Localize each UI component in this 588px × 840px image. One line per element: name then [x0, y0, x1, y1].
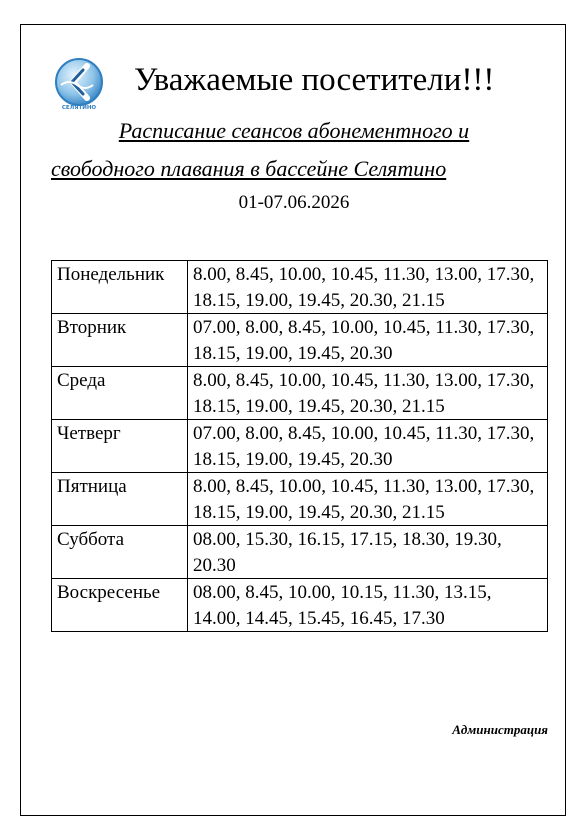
logo-text: СЕЛЯТИНО	[61, 105, 97, 111]
day-cell: Вторник	[52, 314, 188, 367]
signature: Администрация	[452, 722, 548, 737]
table-row	[52, 314, 548, 367]
day-cell: Пятница	[52, 473, 188, 526]
table-row	[52, 420, 548, 473]
table-row	[52, 579, 548, 632]
subtitle-line-1: Расписание сеансов абонементного и	[118, 118, 470, 143]
table-row	[52, 526, 548, 579]
date-range: 01-07.06.2026	[238, 192, 350, 213]
times-cell: 07.00, 8.00, 8.45, 10.00, 10.45, 11.30, 17.30, 18.15, 19.00, 19.45, 20.30	[188, 420, 548, 473]
swimming-pool-logo-icon	[53, 57, 105, 111]
page-heading: Уважаемые посетители!!!	[134, 62, 495, 98]
schedule-subtitle	[30, 112, 558, 188]
times-cell: 08.00, 8.45, 10.00, 10.15, 11.30, 13.15, 14.00, 14.45, 15.45, 16.45, 17.30	[188, 579, 548, 632]
times-cell: 8.00, 8.45, 10.00, 10.45, 11.30, 13.00, 17.30, 18.15, 19.00, 19.45, 20.30, 21.15	[188, 261, 548, 314]
day-cell: Понедельник	[52, 261, 188, 314]
schedule-table	[51, 260, 548, 632]
day-cell: Воскресенье	[52, 579, 188, 632]
day-cell: Суббота	[52, 526, 188, 579]
day-cell: Среда	[52, 367, 188, 420]
table-row	[52, 261, 548, 314]
day-cell: Четверг	[52, 420, 188, 473]
subtitle-line-2: свободного плавания в бассейне Селятино	[51, 156, 447, 181]
table-row	[52, 473, 548, 526]
times-cell: 08.00, 15.30, 16.15, 17.15, 18.30, 19.30, 20.30	[188, 526, 548, 579]
times-cell: 8.00, 8.45, 10.00, 10.45, 11.30, 13.00, 17.30, 18.15, 19.00, 19.45, 20.30, 21.15	[188, 367, 548, 420]
times-cell: 8.00, 8.45, 10.00, 10.45, 11.30, 13.00, 17.30, 18.15, 19.00, 19.45, 20.30, 21.15	[188, 473, 548, 526]
times-cell: 07.00, 8.00, 8.45, 10.00, 10.45, 11.30, 17.30, 18.15, 19.00, 19.45, 20.30	[188, 314, 548, 367]
table-row	[52, 367, 548, 420]
